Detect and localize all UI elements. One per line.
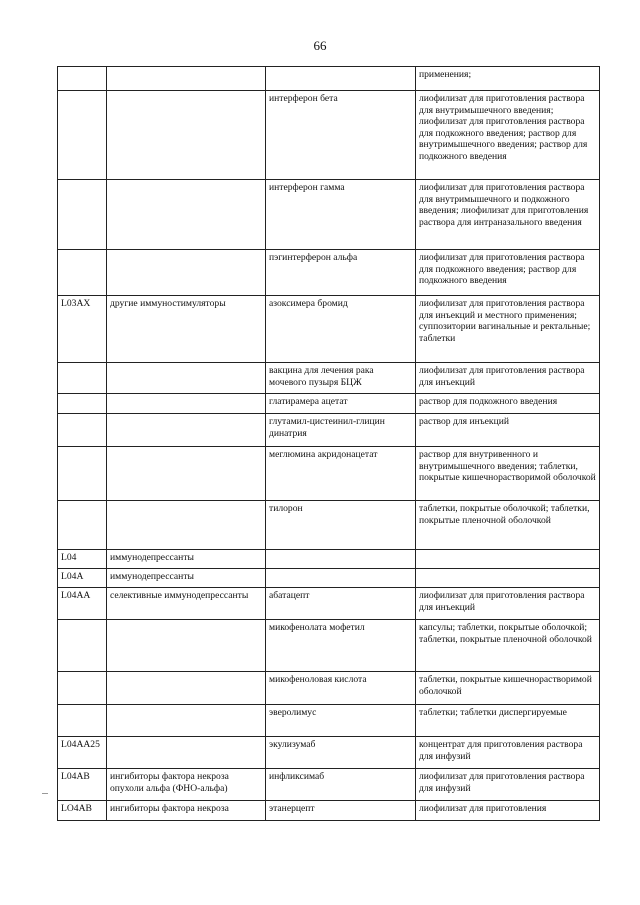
drug-cell: глатирамера ацетат	[266, 394, 416, 414]
group-cell	[107, 91, 266, 180]
code-cell: LO4AB	[58, 801, 107, 821]
form-cell: лиофилизат для приготовления раствора для внутримышечного и подкожного введения; лиофилизат для приготовления раствора для интраназального введения	[416, 180, 600, 250]
form-cell: капсулы; таблетки, покрытые оболочкой; таблетки, покрытые пленочной оболочкой	[416, 620, 600, 672]
drug-cell: этанерцепт	[266, 801, 416, 821]
code-cell	[58, 67, 107, 91]
group-cell	[107, 414, 266, 447]
group-cell	[107, 363, 266, 394]
code-cell: L04AB	[58, 769, 107, 801]
group-cell	[107, 67, 266, 91]
form-cell: раствор для инъекций	[416, 414, 600, 447]
drug-cell: интерферон бета	[266, 91, 416, 180]
code-cell	[58, 447, 107, 501]
table-row	[58, 250, 600, 296]
table-row	[58, 672, 600, 705]
form-cell: раствор для подкожного введения	[416, 394, 600, 414]
drug-cell: инфликсимаб	[266, 769, 416, 801]
form-cell: лиофилизат для приготовления раствора для инъекций	[416, 588, 600, 620]
drug-table-body	[58, 67, 600, 821]
group-cell	[107, 447, 266, 501]
form-cell: концентрат для приготовления раствора для инфузий	[416, 737, 600, 769]
drug-cell: вакцина для лечения рака мочевого пузыря БЦЖ	[266, 363, 416, 394]
code-cell	[58, 394, 107, 414]
table-row	[58, 394, 600, 414]
form-cell: лиофилизат для приготовления раствора для инъекций	[416, 363, 600, 394]
drug-cell: экулизумаб	[266, 737, 416, 769]
drug-cell: азоксимера бромид	[266, 296, 416, 363]
form-cell: раствор для внутривенного и внутримышечного введения; таблетки, покрытые кишечнорастворимой оболочкой	[416, 447, 600, 501]
group-cell	[107, 501, 266, 550]
code-cell	[58, 705, 107, 737]
table-row	[58, 550, 600, 569]
form-cell: лиофилизат для приготовления раствора для подкожного введения; раствор для подкожного введения	[416, 250, 600, 296]
form-cell: применения;	[416, 67, 600, 91]
group-cell	[107, 737, 266, 769]
drug-cell: микофеноловая кислота	[266, 672, 416, 705]
group-cell	[107, 620, 266, 672]
group-cell	[107, 180, 266, 250]
table-row	[58, 363, 600, 394]
margin-mark	[42, 793, 48, 794]
table-row	[58, 737, 600, 769]
code-cell: L04A	[58, 569, 107, 588]
code-cell: L04	[58, 550, 107, 569]
table-row	[58, 801, 600, 821]
drug-cell	[266, 569, 416, 588]
form-cell: лиофилизат для приготовления раствора для инъекций и местного применения; суппозитории вагинальные и ректальные; таблетки	[416, 296, 600, 363]
form-cell: таблетки, покрытые оболочкой; таблетки, покрытые пленочной оболочкой	[416, 501, 600, 550]
code-cell	[58, 501, 107, 550]
code-cell	[58, 414, 107, 447]
code-cell	[58, 620, 107, 672]
code-cell: L04AA	[58, 588, 107, 620]
group-cell: ингибиторы фактора некроза опухоли альфа (ФНО-альфа)	[107, 769, 266, 801]
drug-cell: глутамил-цистеинил-глицин динатрия	[266, 414, 416, 447]
code-cell	[58, 672, 107, 705]
form-cell: лиофилизат для приготовления	[416, 801, 600, 821]
table-row	[58, 501, 600, 550]
drug-cell: абатацепт	[266, 588, 416, 620]
drug-cell: тилорон	[266, 501, 416, 550]
code-cell	[58, 91, 107, 180]
form-cell: лиофилизат для приготовления раствора для инфузий	[416, 769, 600, 801]
group-cell: иммунодепрессанты	[107, 550, 266, 569]
group-cell	[107, 705, 266, 737]
form-cell: таблетки, покрытые кишечнорастворимой оболочкой	[416, 672, 600, 705]
group-cell	[107, 672, 266, 705]
drug-cell: интерферон гамма	[266, 180, 416, 250]
drug-cell: пэгинтерферон альфа	[266, 250, 416, 296]
group-cell: другие иммуностимуляторы	[107, 296, 266, 363]
drug-table	[57, 66, 600, 821]
table-row	[58, 296, 600, 363]
table-row	[58, 620, 600, 672]
code-cell: L04AA25	[58, 737, 107, 769]
table-row	[58, 447, 600, 501]
form-cell: таблетки; таблетки диспергируемые	[416, 705, 600, 737]
table-row	[58, 414, 600, 447]
table-row	[58, 705, 600, 737]
form-cell	[416, 569, 600, 588]
page-number: 66	[313, 38, 327, 53]
drug-cell: меглюмина акридонацетат	[266, 447, 416, 501]
group-cell: селективные иммунодепрессанты	[107, 588, 266, 620]
table-row	[58, 91, 600, 180]
group-cell	[107, 250, 266, 296]
drug-cell: эверолимус	[266, 705, 416, 737]
drug-cell: микофенолата мофетил	[266, 620, 416, 672]
table-row	[58, 67, 600, 91]
drug-cell	[266, 550, 416, 569]
code-cell	[58, 180, 107, 250]
table-row	[58, 769, 600, 801]
group-cell: ингибиторы фактора некроза	[107, 801, 266, 821]
form-cell	[416, 550, 600, 569]
code-cell: L03AX	[58, 296, 107, 363]
group-cell	[107, 394, 266, 414]
group-cell: иммунодепрессанты	[107, 569, 266, 588]
table-row	[58, 588, 600, 620]
drug-cell	[266, 67, 416, 91]
code-cell	[58, 250, 107, 296]
table-row	[58, 569, 600, 588]
code-cell	[58, 363, 107, 394]
form-cell: лиофилизат для приготовления раствора для внутримышечного введения; лиофилизат для приготовления раствора для подкожного введения; раствор для внутримышечного введения; раствор для подкожного введения	[416, 91, 600, 180]
table-row	[58, 180, 600, 250]
